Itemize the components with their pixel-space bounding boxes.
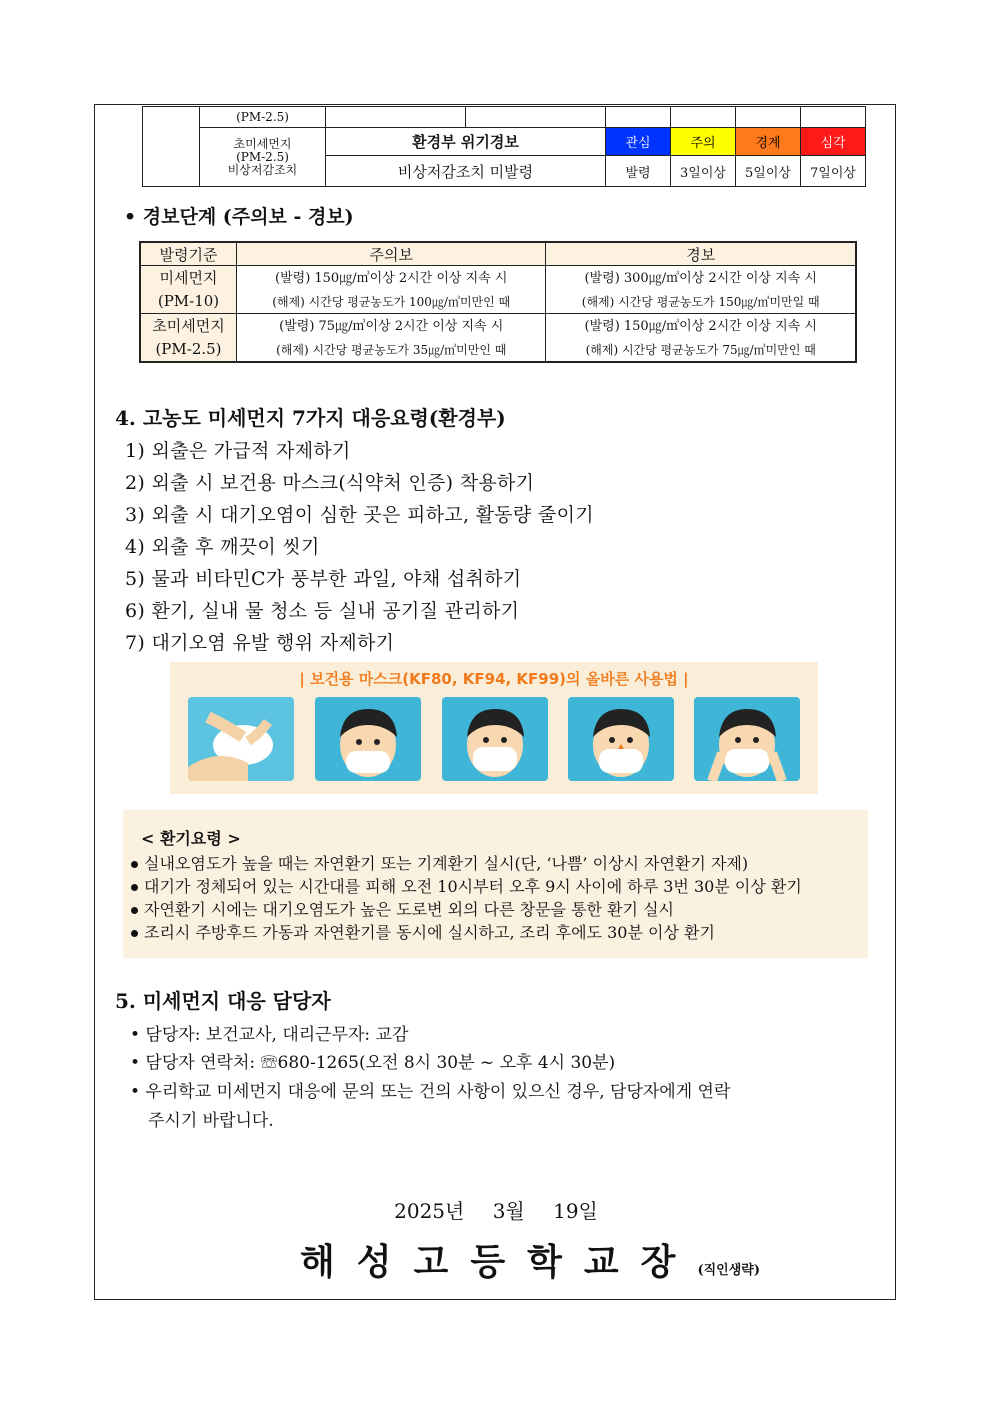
- warning-issue: (발령) 300㎍/㎥이상 2시간 이상 지속 시: [584, 271, 817, 286]
- list-item: 주시기 바랍니다.: [148, 1111, 274, 1131]
- mask-step-2-illustration: [315, 697, 421, 781]
- ventilation-item: 실내오염도가 높을 때는 자연환기 또는 기계환기 실시(단, ‘나쁨’ 이상시 자연환기 자제): [144, 854, 749, 873]
- signature: [300, 1234, 760, 1285]
- list-item: 7) 대기오염 유발 행위 자제하기: [125, 632, 395, 654]
- header-warning: 경보: [546, 242, 856, 266]
- list-item: [131, 897, 674, 920]
- section5-title: 5. 미세먼지 대응 담당자: [115, 989, 331, 1013]
- criterion-alert: 5일이상: [736, 156, 801, 187]
- prev-row-label: (PM-2.5): [200, 107, 326, 128]
- section4-title: 4. 고농도 미세먼지 7가지 대응요령(환경부): [115, 406, 506, 430]
- mask-banner-title: | 보건용 마스크(KF80, KF94, KF99)의 올바른 사용법 |: [299, 670, 689, 688]
- mask-usage-illustration: [170, 662, 818, 794]
- alert-section-title: • 경보단계 (주의보 - 경보): [124, 206, 354, 228]
- list-item: • 우리학교 미세먼지 대응에 문의 또는 건의 사항이 있으신 경우, 담당자에게 연락: [130, 1082, 731, 1102]
- level-caution: 주의: [671, 128, 736, 156]
- seal-omitted-note: (직인생략): [697, 1263, 760, 1278]
- crisis-status: 비상저감조치 미발령: [326, 156, 606, 187]
- ventilation-item: 대기가 정체되어 있는 시간대를 피해 오전 10시부터 오후 9시 사이에 하루 3번 30분 이상 환기: [144, 877, 802, 896]
- advisory-issue: (발령) 150㎍/㎥이상 2시간 이상 지속 시: [275, 271, 508, 286]
- mask-step-1-illustration: [188, 697, 294, 781]
- list-item: 6) 환기, 실내 물 청소 등 실내 공기질 관리하기: [125, 600, 520, 622]
- advisory-lift: (해제) 시간당 평균농도가 35㎍/㎥미만인 때: [276, 343, 507, 357]
- criterion-interest: 발령: [606, 156, 671, 187]
- table-blank-cell: [143, 107, 200, 187]
- category-pm25: 초미세먼지 (PM-2.5): [140, 314, 237, 363]
- header-criteria: 발령기준: [140, 242, 237, 266]
- list-item: 2) 외출 시 보건용 마스크(식약처 인증) 착용하기: [125, 472, 535, 494]
- mask-step-3-illustration: [442, 697, 548, 781]
- crisis-header: 환경부 위기경보: [326, 128, 606, 156]
- level-serious: 심각: [801, 128, 866, 156]
- list-item: [131, 851, 748, 874]
- warning-issue: (발령) 150㎍/㎥이상 2시간 이상 지속 시: [584, 319, 817, 334]
- list-item: • 담당자 연락처: ☏680-1265(오전 8시 30분 ~ 오후 4시 30분): [130, 1053, 616, 1073]
- advisory-lift: (해제) 시간당 평균농도가 100㎍/㎥미만인 때: [272, 295, 511, 309]
- header-advisory: 주의보: [237, 242, 546, 266]
- criterion-serious: 7일이상: [801, 156, 866, 187]
- warning-lift: (해제) 시간당 평균농도가 150㎍/㎥미만일 때: [581, 295, 820, 309]
- warning-lift: (해제) 시간당 평균농도가 75㎍/㎥미만인 때: [585, 343, 816, 357]
- list-item: 5) 물과 비타민C가 풍부한 과일, 야채 섭취하기: [125, 568, 522, 590]
- level-interest: 관심: [606, 128, 671, 156]
- advisory-issue: (발령) 75㎍/㎥이상 2시간 이상 지속 시: [279, 319, 504, 334]
- alert-stage-table: [139, 241, 857, 363]
- crisis-alert-table: [142, 106, 866, 187]
- ventilation-title: < 환기요령 >: [141, 829, 241, 848]
- bullet-icon: [131, 884, 138, 891]
- list-item: • 담당자: 보건교사, 대리근무자: 교감: [130, 1025, 409, 1045]
- list-item: 1) 외출은 가급적 자제하기: [125, 440, 351, 462]
- criterion-caution: 3일이상: [671, 156, 736, 187]
- bullet-icon: [131, 907, 138, 914]
- list-item: [131, 920, 715, 943]
- mask-step-4-illustration: [568, 697, 674, 781]
- mask-step-5-illustration: [694, 697, 800, 781]
- principal-name: 해성고등학교장: [300, 1241, 698, 1283]
- ventilation-tips-box: [123, 810, 868, 958]
- bullet-icon: [131, 930, 138, 937]
- list-item: 3) 외출 시 대기오염이 심한 곳은 피하고, 활동량 줄이기: [125, 504, 594, 526]
- pm25-emergency-label: 초미세먼지 (PM-2.5) 비상저감조치: [200, 128, 326, 187]
- ventilation-item: 자연환기 시에는 대기오염도가 높은 도로변 외의 다른 창문을 통한 환기 실시: [144, 900, 674, 919]
- ventilation-item: 조리시 주방후드 가동과 자연환기를 동시에 실시하고, 조리 후에도 30분 이상 환기: [144, 923, 715, 942]
- bullet-icon: [131, 861, 138, 868]
- list-item: 4) 외출 후 깨끗이 씻기: [125, 536, 320, 558]
- category-pm10: 미세먼지 (PM-10): [140, 266, 237, 314]
- document-date: 2025년 3월 19일: [394, 1199, 598, 1223]
- level-alert: 경계: [736, 128, 801, 156]
- list-item: [131, 874, 802, 897]
